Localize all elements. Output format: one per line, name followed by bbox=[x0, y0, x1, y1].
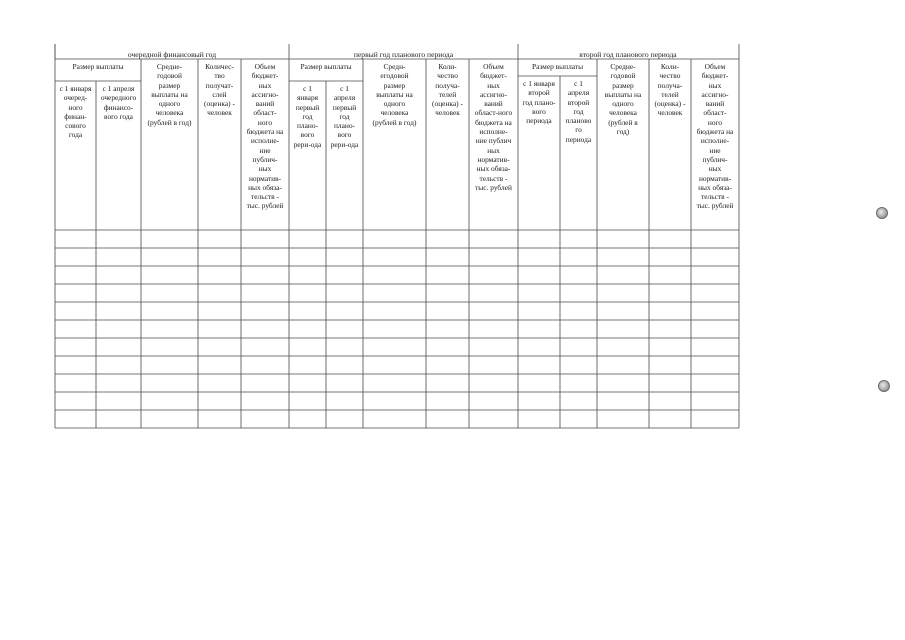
header-recipients-plan1: Коли- чество получа- телей (оценка) - человек bbox=[432, 62, 463, 118]
header-from-apr-plan2: с 1 апреля второй год планово го периода bbox=[565, 79, 592, 144]
header-allocation-plan1: Объем бюджет- ных ассигно- ваний област-ного бюджета на исполне- ние публич ных норматив- ных обяза- тельств - тыс. рублей bbox=[474, 62, 513, 192]
header-from-jan-plan2: с 1 января второй год плано- вого периода bbox=[522, 79, 556, 126]
punch-hole-top bbox=[876, 207, 888, 219]
header-allocation-plan2: Объем бюджет- ных ассигно- ваний област- ного бюджета на исполне- ние публич- ных норматив- ных обяза- тельств - тыс. рублей bbox=[696, 62, 734, 211]
header-from-apr-current: с 1 апреля очередного финансо- вого года bbox=[100, 84, 137, 121]
header-average-annual-plan1: Средн- егодовой размер выплаты на одного человека (рублей в год) bbox=[372, 62, 417, 127]
header-payment-size-plan1: Размер выплаты bbox=[300, 62, 352, 71]
header-recipients-plan2: Коли- чество получа- телей (оценка) - человек bbox=[654, 62, 686, 118]
header-payment-size-current: Размер выплаты bbox=[72, 62, 124, 71]
header-from-apr-plan1: с 1 апреля первый год плано- вого pери-ода bbox=[330, 84, 359, 149]
header-average-annual-current: Средне- годовой размер выплаты на одного человека (рублей в год) bbox=[147, 62, 192, 127]
section-title-plan-year-1: первый год планового периода bbox=[353, 50, 454, 59]
header-allocation-current: Объем бюджет- ных ассигно- ваний област- ного бюджета на исполне- ние публич- ных норматив- ных обяза- тельств - тыс. рублей bbox=[246, 62, 284, 211]
punch-hole-bottom bbox=[878, 380, 890, 392]
section-title-plan-year-2: второй год планового периода bbox=[579, 50, 677, 59]
section-title-current-year: очередной финансовый год bbox=[127, 50, 217, 59]
header-from-jan-plan1: с 1 января первый год плано- вого pери-ода bbox=[293, 84, 322, 149]
header-from-jan-current: с 1 января очеред- ного финан- сового года bbox=[59, 84, 92, 140]
header-payment-size-plan2: Размер выплаты bbox=[531, 62, 584, 71]
header-average-annual-plan2: Средне- годовой размер выплаты на одного человека (рублей в год) bbox=[604, 62, 642, 137]
header-recipients-current: Количес- тво получат- слей (оценка) - человек bbox=[204, 62, 235, 118]
